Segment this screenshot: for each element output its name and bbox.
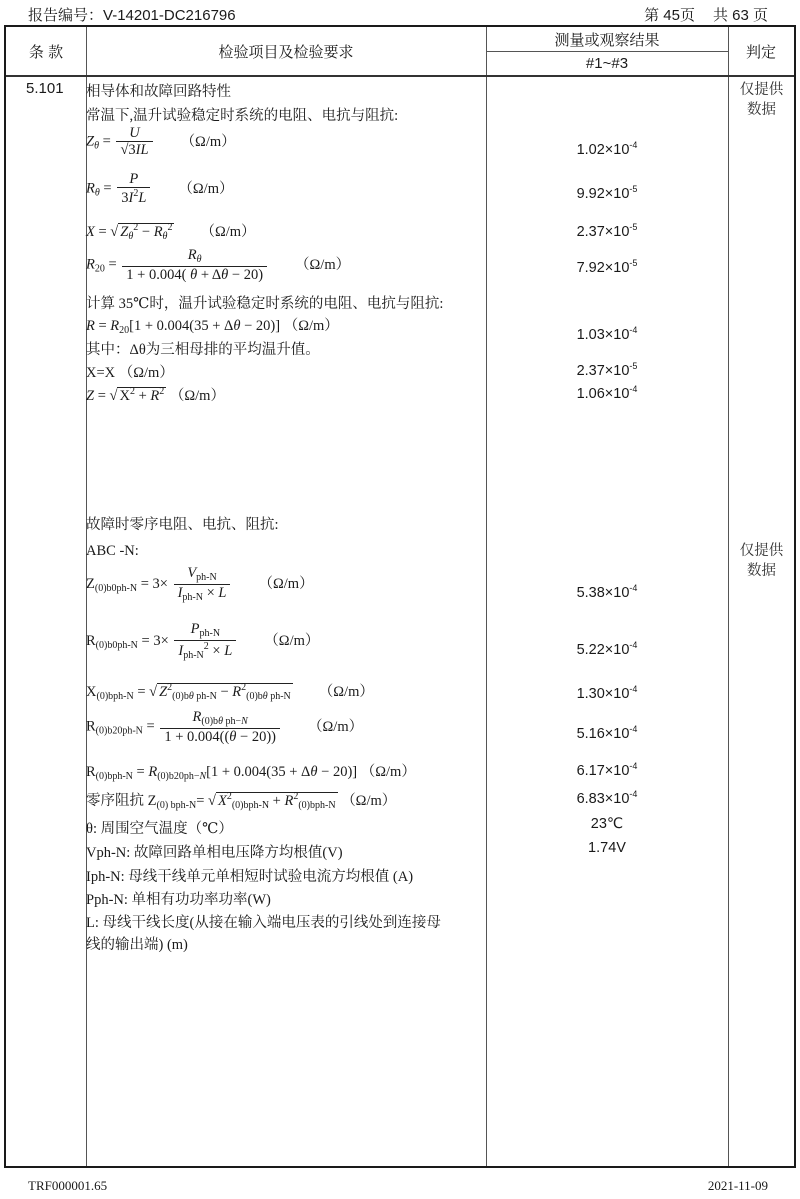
verdict-section1: 仅提供 数据 — [739, 82, 784, 118]
formula-z: Z = √ $X^2 + R^2$ （Ω/m） — [86, 386, 225, 404]
iph-definition: Iph-N: 母线干线单元单相短时试验电流方均根值 (A) — [86, 869, 414, 885]
formula-r0b: $R_{(0)bph-N} = R_{(0)b20ph-N}[1 + 0.004(35 + \Delta\theta - 20)]$ （Ω/m） — [86, 764, 416, 782]
section1-intro: 常温下,温升试验稳定时系统的电阻、电抗与阻抗: — [86, 108, 399, 124]
section2-title: 故障时零序电阻、电抗、阻抗: — [86, 517, 279, 533]
header-bottom-border — [6, 75, 794, 77]
report-number — [28, 4, 236, 25]
theta-definition: θ: 周围空气温度（℃） — [86, 821, 233, 837]
calc-35-text: 计算 35℃时，温升试验稳定时系统的电阻、电抗与阻抗: — [86, 296, 444, 312]
formula-r0b0: $R_{(0)b0ph-N} = 3\times$ $\frac{P_{ph-N}}{I_{ph-N}^2 \times L}$ （Ω/m） — [86, 621, 320, 661]
l-definition-line2: 线的输出端) (m) — [86, 937, 188, 953]
section1-title: 相导体和故障回路特性 — [86, 84, 231, 100]
result-r35: $1.03\times 10^{-4}$ — [576, 325, 638, 343]
delta-theta-note: 其中：Δθ为三相母排的平均温升值。 — [86, 342, 320, 358]
result-theta: 23℃ — [590, 816, 624, 832]
formula-r20: $R_{20}$ = $\frac{R_\theta}{1 + 0.004( \theta + \Delta\theta - 20)}$ （Ω/m） — [86, 247, 351, 283]
result-r0b20: $5.16\times 10^{-4}$ — [576, 724, 638, 742]
col-header-verdict: 判定 — [745, 43, 776, 61]
col-divider — [728, 27, 729, 1166]
result-x0b: $1.30\times 10^{-4}$ — [576, 684, 638, 702]
formula-z0: $Z_\theta$ = $\frac{U}{√3IL}$ （Ω/m） — [86, 125, 236, 159]
result-z0: $1.02\times 10^{-4}$ — [576, 140, 638, 158]
page-total: 共 63 页 — [712, 7, 768, 24]
result-z: $1.06\times 10^{-4}$ — [576, 384, 638, 402]
result-z0b0: $5.38\times 10^{-4}$ — [576, 583, 638, 601]
result-xx: $2.37\times 10^{-5}$ — [576, 361, 638, 379]
form-number: TRF000001.65 — [28, 1178, 108, 1193]
formula-x0b: $X_{(0)bph-N}$ = √ $Z^2_{(0)b\theta ph-N} - R^2_{(0)b\theta ph-N}$ （Ω/m） — [86, 682, 374, 702]
page-current: 第 45页 — [644, 7, 695, 24]
col-header-requirement: 检验项目及检验要求 — [218, 43, 354, 61]
formula-z0b0: $Z_{(0)b0ph-N} = 3\times$ $\frac{V_{ph-N}}{I_{ph-N} \times L}$ （Ω/m） — [86, 565, 314, 603]
verdict-section2: 仅提供 数据 — [739, 543, 784, 579]
result-r20: $7.92\times 10^{-5}$ — [576, 258, 638, 276]
result-r0: $9.92\times 10^{-5}$ — [576, 184, 638, 202]
result-r0b: $6.17\times 10^{-4}$ — [576, 761, 638, 779]
l-definition-line1: L: 母线干线长度(从接在输入端电压表的引线处到连接母 — [86, 915, 441, 931]
formula-r0b20: $R_{(0)b20ph-N}$ = $\frac{R_{(0)b\theta ph-N}}{1 + 0.004((\theta - 20))}$ （Ω/m） — [86, 709, 364, 745]
clause-number: 5.101 — [26, 80, 64, 97]
col-header-result-sub: #1~#3 — [585, 54, 629, 72]
formula-zero-seq-impedance: 零序阻抗 $Z_{(0) bph-N}=$ √ $X^2_{(0)bph-N} + R^2_{(0)bph-N}$ （Ω/m） — [86, 791, 397, 811]
formula-r0: $R_\theta$ = $\frac{P}{3I^2L}$ （Ω/m） — [86, 171, 234, 207]
col-header-clause: 条 款 — [28, 43, 64, 61]
report-number-value: V-14201-DC216796 — [103, 7, 236, 24]
section2-subtitle: ABC -N: — [86, 543, 139, 559]
formula-r35: $R = R_{20}[1 + 0.004(35 + \Delta\theta - 20)]$ （Ω/m） — [86, 318, 339, 336]
pph-definition: Pph-N: 单相有功功率功率(W) — [86, 892, 271, 908]
form-date: 2021-11-09 — [707, 1178, 768, 1193]
result-x: $2.37\times 10^{-5}$ — [576, 222, 638, 240]
formula-xx: X=X （Ω/m） — [86, 365, 174, 381]
page-indicator — [626, 4, 768, 25]
formula-x: X = √ $Z_\theta^2 - R_\theta^2$ （Ω/m） — [86, 222, 256, 242]
col-header-result: 测量或观察结果 — [554, 31, 660, 49]
result-r0b0: $5.22\times 10^{-4}$ — [576, 640, 638, 658]
vph-definition: Vph-N: 故障回路单相电压降方均根值(V) — [86, 845, 343, 861]
report-number-label: 报告编号： — [28, 7, 104, 24]
result-zero-seq-impedance: $6.83\times 10^{-4}$ — [576, 789, 638, 807]
result-vph: 1.74V — [588, 840, 626, 856]
